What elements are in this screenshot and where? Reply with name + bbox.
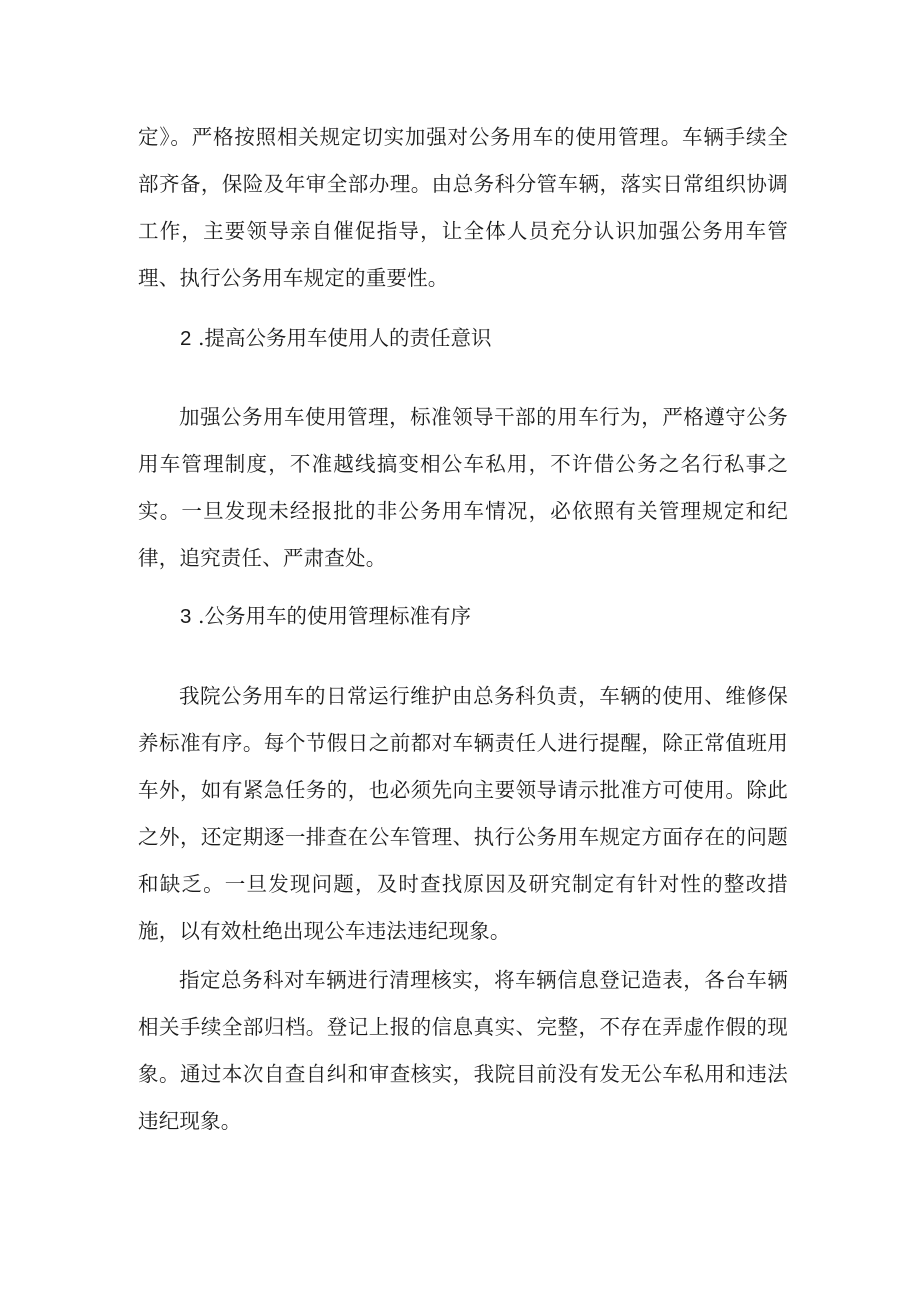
section-heading-3 — [180, 601, 471, 632]
section-title: .公务用车的使用管理标准有序 — [197, 604, 471, 628]
paragraph-responsibility: 加强公务用车使用管理，标准领导干部的用车行为，严格遵守公务用车管理制度，不准越线搞变相公车私用，不许借公务之名行私事之实。一旦发现未经报批的非公务用车情况，必依照有关管理规定和纪律，追究责任、严肃查处。 — [138, 405, 788, 570]
paragraph-verification: 指定总务科对车辆进行清理核实，将车辆信息登记造表，各台车辆相关手续全部归档。登记上报的信息真实、完整，不存在弄虚作假的现象。通过本次自查自纠和审查核实，我院目前没有发无公车私用和违法违纪现象。 — [138, 968, 788, 1133]
section-number: 3 — [180, 605, 192, 628]
section-title: .提高公务用车使用人的责任意识 — [197, 326, 492, 350]
section-number: 2 — [180, 327, 192, 350]
paragraph-vehicle-management: 定》。严格按照相关规定切实加强对公务用车的使用管理。车辆手续全部齐备，保险及年审全部办理。由总务科分管车辆，落实日常组织协调工作，主要领导亲自催促指导，让全体人员充分认识加强公务用车管理、执行公务用车规定的重要性。 — [138, 125, 788, 290]
paragraph-maintenance: 我院公务用车的日常运行维护由总务科负责，车辆的使用、维修保养标准有序。每个节假日之前都对车辆责任人进行提醒，除正常值班用车外，如有紧急任务的，也必须先向主要领导请示批准方可使用。除此之外，还定期逐一排查在公车管理、执行公务用车规定方面存在的问题和缺乏。一旦发现问题，及时查找原因及研究制定有针对性的整改措施，以有效杜绝出现公车违法违纪现象。 — [138, 684, 788, 943]
section-heading-2 — [180, 323, 491, 354]
